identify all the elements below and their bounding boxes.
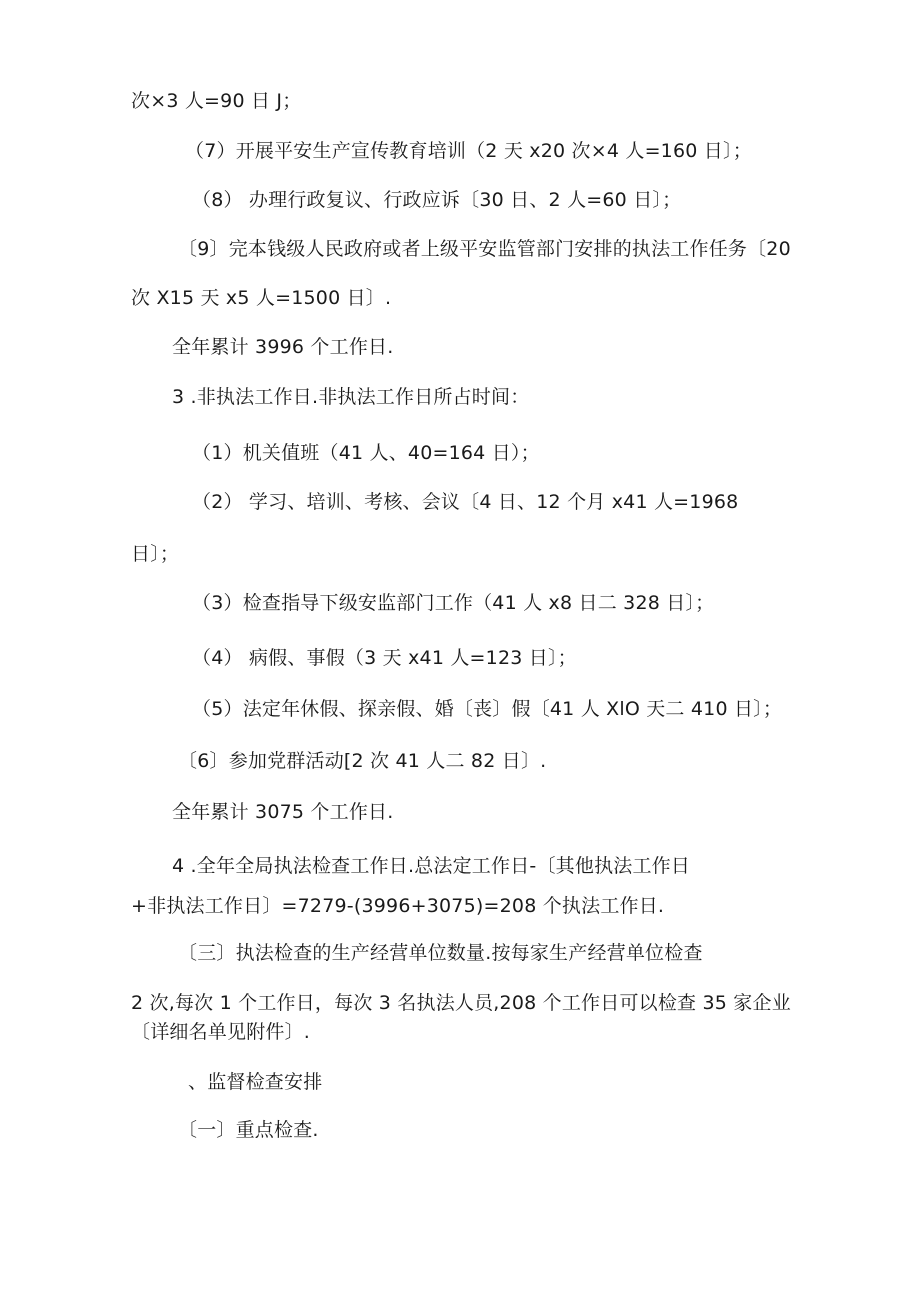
text-line: （1）机关值班（41 人、40=164 日）； (192, 442, 540, 464)
text-line: 次×3 人=90 日 J； (131, 90, 302, 112)
text-line: 次 X15 天 x5 人=1500 日〕. (131, 287, 392, 309)
text-line: 〔9〕完本钱级人民政府或者上级平安监管部门安排的执法工作任务〔20 (178, 238, 791, 260)
text-line: 〔三〕执法检查的生产经营单位数量.按每家生产经营单位检查 (178, 942, 703, 964)
text-line: 日〕； (131, 543, 180, 565)
subsection-heading: 〔一〕重点检查. (178, 1119, 319, 1141)
text-line: 2 次,每次 1 个工作日，每次 3 名执法人员,208 个工作日可以检查 35 家企业 (131, 992, 791, 1014)
text-line: 全年累计 3075 个工作日. (172, 801, 394, 823)
text-line: +非执法工作日〕=7279-(3996+3075)=208 个执法工作日. (131, 895, 665, 917)
text-line: 4 .全年全局执法检查工作日.总法定工作日-〔其他执法工作日 (172, 855, 691, 877)
section-heading: 、监督检查安排 (188, 1071, 323, 1093)
text-line: （3）检查指导下级安监部门工作（41 人 x8 日二 328 日〕； (192, 592, 715, 614)
text-line: （8） 办理行政复议、行政应诉〔30 日、2 人=60 日〕； (192, 189, 682, 211)
text-line: 3 .非执法工作日.非执法工作日所占时间： (172, 386, 530, 408)
text-line: （5）法定年休假、探亲假、婚〔丧〕假〔41 人 XlO 天二 410 日〕； (192, 698, 783, 720)
text-line: （2） 学习、培训、考核、会议〔4 日、12 个月 x41 人=1968 (192, 491, 739, 513)
text-line: （4） 病假、事假（3 天 x41 人=123 日〕； (192, 647, 577, 669)
text-line: 〔6〕参加党群活动[2 次 41 人二 82 日〕. (178, 750, 547, 772)
text-line: 〔详细名单见附件〕. (131, 1021, 311, 1043)
text-line: 全年累计 3996 个工作日. (172, 336, 394, 358)
text-line: （7）开展平安生产宣传教育培训（2 天 x20 次×4 人=160 日〕； (185, 140, 752, 162)
